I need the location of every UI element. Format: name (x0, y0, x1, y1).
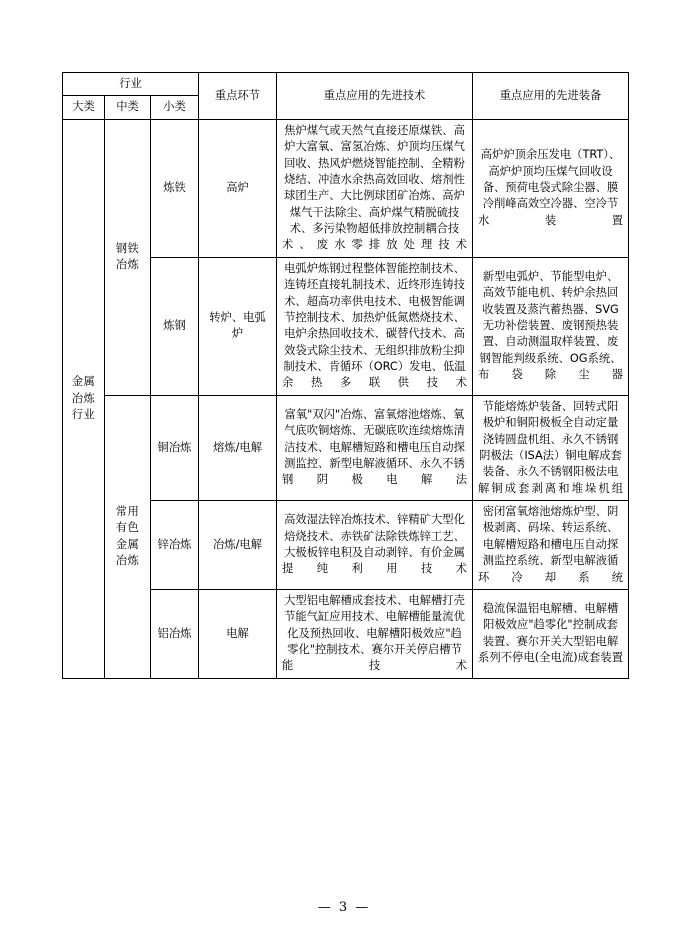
cell-key-link: 熔炼/电解 (199, 395, 277, 500)
header-advanced-equipment: 重点应用的先进装备 (473, 73, 629, 120)
table-header (63, 73, 629, 120)
header-advanced-technology: 重点应用的先进技术 (277, 73, 473, 120)
cell-major-category: 金属冶炼行业 (63, 119, 105, 678)
cell-technology: 高效湿法锌冶炼技术、锌精矿大型化焙烧技术、赤铁矿法除铁炼锌工艺、大极板锌电积及自动剥锌、有价金属提纯利用技术 (277, 501, 473, 590)
header-minor-category: 小类 (151, 96, 199, 119)
page-number: — 3 — (317, 900, 371, 915)
cell-technology: 大型铝电解槽成套技术、电解槽打壳节能气缸应用技术、电解槽能量流优化及预热回收、电解槽阳极效应"趋零化"控制技术、赛尔开关停启槽节能技术 (277, 589, 473, 678)
cell-equipment: 节能熔炼炉装备、回转式阳极炉和铜阳极板全自动定量浇铸圆盘机组、永久不锈钢阴极法（ISA法）铜电解成套装备、永久不锈钢阳极法电解铜成套剥离和堆垛机组 (473, 395, 629, 500)
cell-key-link: 冶炼/电解 (199, 501, 277, 590)
cell-minor-category: 炼钢 (151, 257, 199, 395)
cell-mid-category-steel: 钢铁冶炼 (105, 119, 151, 395)
cell-technology: 电弧炉炼钢过程整体智能控制技术、连铸坯直接轧制技术、近终形连铸技术、超高功率供电技术、电极智能调节控制技术、加热炉低氮燃烧技术、电炉余热回收技术、碳替代技术、高效袋式除尘技术、无组织排放粉尘抑制技术、肯循环（ORC）发电、低温余热多联供技术 (277, 257, 473, 395)
cell-mid-category-nonferrous: 常用有色金属冶炼 (105, 395, 151, 678)
cell-equipment: 高炉炉顶余压发电（TRT）、高炉炉顶均压煤气回收设备、预荷电袋式除尘器、膜冷削峰高效空冷器、空冷节水装置 (473, 119, 629, 257)
header-mid-category: 中类 (105, 96, 151, 119)
cell-minor-category: 锌冶炼 (151, 501, 199, 590)
cell-technology: 富氧"双闪"冶炼、富氧熔池熔炼、氧气底吹铜熔炼、无碳底吹连续熔炼清洁技术、电解槽短路和槽电压自动探测监控、新型电解液循环、永久不锈钢阴极电解法 (277, 395, 473, 500)
table-row (63, 119, 629, 257)
cell-equipment: 新型电弧炉、节能型电炉、高效节能电机、转炉余热回收装置及蒸汽蓄热器、SVG无功补偿装置、废钢预热装置、自动测温取样装置、废钢智能判级系统、OG系统、布袋除尘器 (473, 257, 629, 395)
cell-equipment: 稳流保温铝电解槽、电解槽阳极效应"趋零化"控制成套装置、赛尔开关大型铝电解系列不停电(全电流)成套装置 (473, 589, 629, 678)
advanced-technology-table (62, 72, 629, 679)
cell-minor-category: 炼铁 (151, 119, 199, 257)
cell-equipment: 密闭富氧熔池熔炼炉型、阴极剥离、码垛、转运系统、电解槽短路和槽电压自动探测监控系统、新型电解液循环冷却系统 (473, 501, 629, 590)
header-major-category: 大类 (63, 96, 105, 119)
cell-minor-category: 铝冶炼 (151, 589, 199, 678)
cell-key-link: 高炉 (199, 119, 277, 257)
table-header-row-group (63, 73, 629, 96)
header-key-link: 重点环节 (199, 73, 277, 120)
cell-key-link: 转炉、电弧炉 (199, 257, 277, 395)
cell-minor-category: 铜冶炼 (151, 395, 199, 500)
table-row (63, 395, 629, 500)
cell-key-link: 电解 (199, 589, 277, 678)
header-industry-group: 行业 (63, 73, 199, 96)
table-body (63, 119, 629, 678)
cell-technology: 焦炉煤气或天然气直接还原煤铁、高炉大富氧、富氢冶炼、炉顶均压煤气回收、热风炉燃烧智能控制、全精粉烧结、冲渣水余热高效回收、熔剂性球团生产、大比例球团矿冶炼、高炉煤气干法除尘、高炉煤气精脱硫技术、多污染物超低排放控制耦合技术、废水零排放处理技术 (277, 119, 473, 257)
